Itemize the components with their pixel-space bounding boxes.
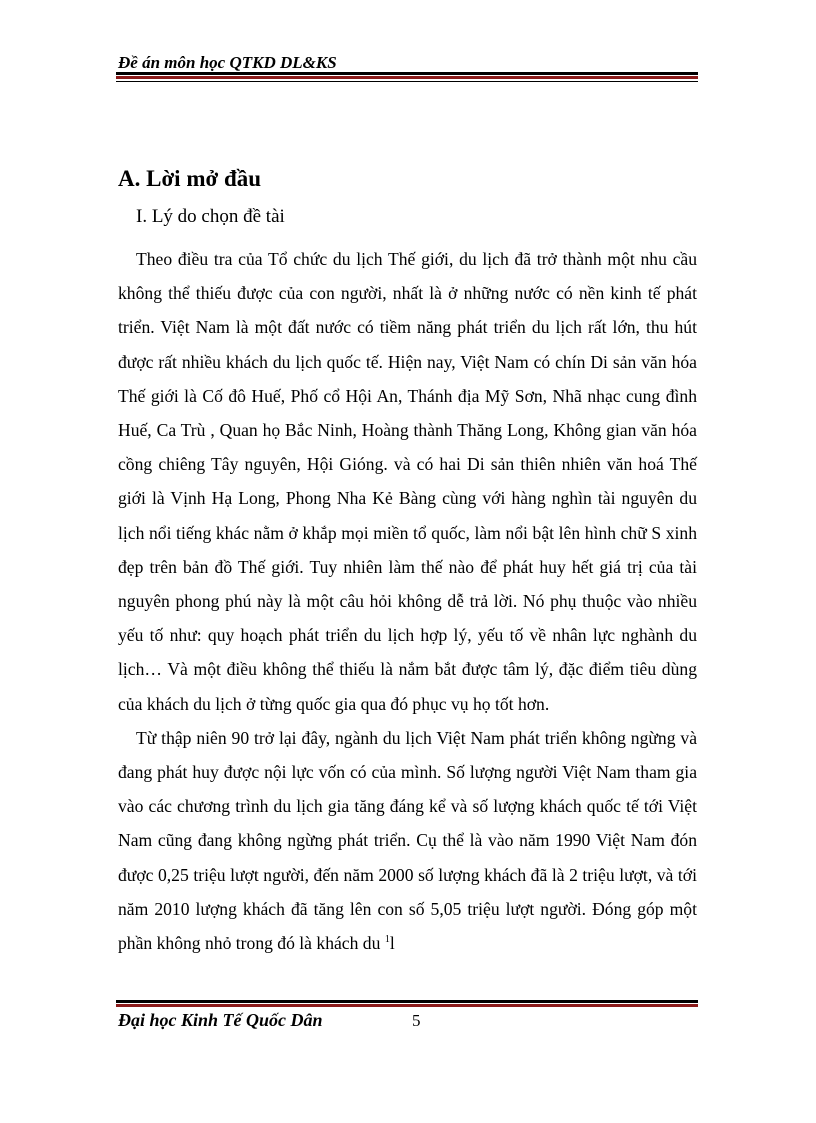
footnote-marker: 1 <box>384 934 390 946</box>
footer-school-name: Đại học Kinh Tế Quốc Dân <box>118 1010 323 1030</box>
page-number: 5 <box>412 1011 421 1030</box>
footer-rule-top <box>116 1000 698 1003</box>
body-text <box>118 242 697 960</box>
section-title: A. Lời mở đầu <box>118 166 262 191</box>
footer-rule-bottom <box>116 1004 698 1007</box>
trailing-letter: l <box>389 933 395 954</box>
header-rule-top <box>116 72 698 75</box>
paragraph-1: Theo điều tra của Tổ chức du lịch Thế giới, du lịch đã trở thành một nhu cầu không thể thiếu được của con người, nhất là ở những nước có nền kinh tế phát triển. Việt Nam là một đất nước có tiềm năng phát triển du lịch rất lớn, thu hút được rất nhiều khách du lịch quốc tế. Hiện nay, Việt Nam có chín Di sản văn hóa Thế giới là Cố đô Huế, Phố cổ Hội An, Thánh địa Mỹ Sơn, Nhã nhạc cung đình Huế, Ca Trù , Quan họ Bắc Ninh, Hoàng thành Thăng Long, Không gian văn hóa cồng chiêng Tây nguyên, Hội Gióng. và có hai Di sản thiên nhiên văn hoá Thế giới là Vịnh Hạ Long, Phong Nha Kẻ Bàng cùng với hàng nghìn tài nguyên du lịch nổi tiếng khác nằm ở khắp mọi miền tổ quốc, làm nổi bật lên hình chữ S xinh đẹp trên bản đồ Thế giới. Tuy nhiên làm thế nào để phát huy hết giá trị của tài nguyên phong phú này là một câu hỏi không dễ trả lời. Nó phụ thuộc vào nhiều yếu tố như: quy hoạch phát triển du lịch hợp lý, yếu tố về nhân lực nghành du lịch… Và một điều không thể thiếu là nắm bắt được tâm lý, đặc điểm tiêu dùng của khách du lịch ở từng quốc gia qua đó phục vụ họ tốt hơn. <box>118 249 697 714</box>
paragraph-2 <box>118 721 697 960</box>
header-rule-middle <box>116 76 698 79</box>
paragraph-2-text: Từ thập niên 90 trở lại đây, ngành du lịch Việt Nam phát triển không ngừng và đang phát huy được nội lực vốn có của mình. Số lượng người Việt Nam tham gia vào các chương trình du lịch gia tăng đáng kể và số lượng khách quốc tế tới Việt Nam cũng đang không ngừng phát triển. Cụ thể là vào năm 1990 Việt Nam đón được 0,25 triệu lượt người, đến năm 2000 số lượng khách đã là 2 triệu lượt, và tới năm 2010 lượng khách đã tăng lên con số 5,05 triệu lượt người. Đóng góp một phần không nhỏ trong đó là khách du <box>118 727 697 954</box>
subsection-title: I. Lý do chọn đề tài <box>136 206 285 227</box>
header-title: Đề án môn học QTKD DL&KS <box>118 53 337 72</box>
header-rule-bottom <box>116 81 698 82</box>
